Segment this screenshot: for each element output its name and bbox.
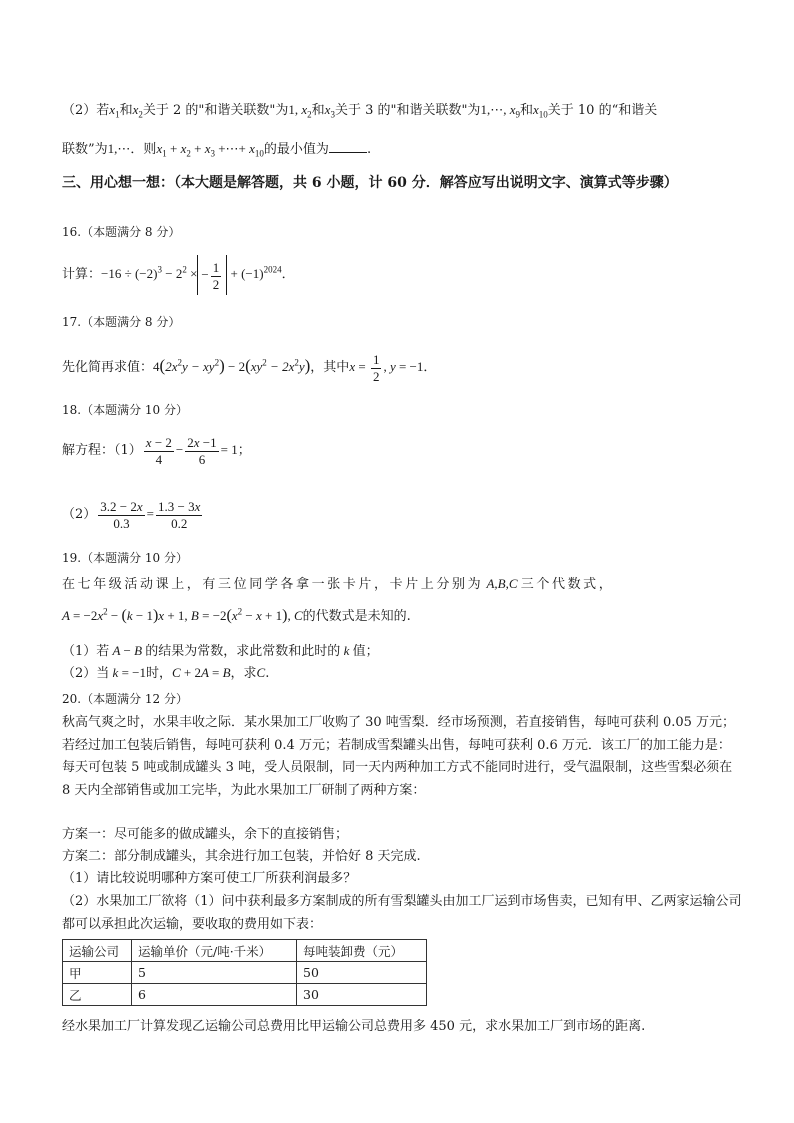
q19-sub2 <box>62 663 742 684</box>
q15-about2: 关于 2 的"和谐关联数"为 <box>142 103 289 118</box>
q16-expression <box>62 254 742 295</box>
q19-label: 19.（本题满分 10 分） <box>62 551 188 565</box>
q15-min-text: 的最小值为 <box>263 142 329 157</box>
q18-prompt: 解方程：（1） <box>62 443 142 458</box>
math-q16: $-16 \div (-2)^3 - 2^2$ × − $\frac{1}{2}$ + $(-1)^{2024}$． <box>101 266 295 281</box>
math-one-x2: 1, $x_2$ <box>288 102 312 120</box>
q15-and2: 和 <box>311 103 325 118</box>
q17-label: 17.（本题满分 8 分） <box>62 315 181 329</box>
table-header-row <box>63 940 427 962</box>
math-abc: A,B,C <box>483 576 521 591</box>
q19-c-unknown: 的代数式是未知的. <box>302 609 411 624</box>
q19-sub1-c: 值； <box>352 644 379 659</box>
table-cell: 30 <box>297 984 427 1006</box>
q18-label: 18.（本题满分 10 分） <box>62 403 188 417</box>
q17-prompt: 先化简再求值： <box>62 360 154 375</box>
q15-about10: 关于 10 的“和谐关 <box>547 103 658 118</box>
frac-x-value: $\frac{1}{2}$ <box>372 351 380 384</box>
q15-then: 则 <box>143 142 157 157</box>
section3-heading: 三、用心想一想：（本大题是解答题，共 6 小题，计 60 分．解答应写出说明文字、演算式等步骤） <box>62 175 678 191</box>
q16-prompt: 计算： <box>62 267 102 282</box>
abs-value: − $\frac{1}{2}$ <box>197 255 227 295</box>
q15-line2-start: 联数”为 <box>62 142 108 157</box>
q19-sub2-a: （2）当 <box>62 666 110 681</box>
math-one-dots: 1,⋯． <box>107 141 144 156</box>
table-cell: 5 <box>132 962 297 984</box>
q20-plan1: 方案一：尽可能多的做成罐头，余下的直接销售； <box>62 827 349 842</box>
q19-definitions <box>62 606 742 627</box>
q15-part2-line2 <box>62 139 742 160</box>
math-q18-1: $\frac{x - 2}{4}$ − $\frac{2x -1}{6}$ = 1； <box>145 434 251 467</box>
math-x1: $x_1$ <box>109 102 120 120</box>
math-c: C <box>256 665 266 680</box>
q19-sub2-d: . <box>265 666 270 681</box>
table-row <box>63 984 427 1006</box>
q18-equation2 <box>62 494 742 535</box>
q18-part2: （2） <box>62 507 97 522</box>
q18-equation1 <box>62 430 742 471</box>
frac-eq2-a: $\frac{3.2 - 2x}{0.3}$ <box>100 498 143 531</box>
answer-blank[interactable] <box>329 140 367 153</box>
q19-intro <box>62 574 742 595</box>
q15-about3: 关于 3 的"和谐关联数"为 <box>334 103 481 118</box>
q19-sub2-c: ，求 <box>230 666 257 681</box>
math-q18-2: $\frac{3.2 - 2x}{0.3}$ = $\frac{1.3 - 3x}{0.2}$ <box>100 498 201 531</box>
table-cell: 甲 <box>63 962 132 984</box>
frac-eq1-a: $\frac{x - 2}{4}$ <box>145 434 172 467</box>
q20-plan2: 方案二：部分制成罐头，其余进行加工包装，并恰好 8 天完成. <box>62 849 421 864</box>
q15-and1: 和 <box>119 103 133 118</box>
table-header-cell: 运输单价（元/吨·千米） <box>132 940 297 962</box>
math-q17: $4(2x^2y - xy^2) - 2(xy^2 - 2x^2y)$ <box>153 356 311 375</box>
table-cell: 6 <box>132 984 297 1006</box>
math-q17-values: x = $\frac{1}{2}$ , y = −1． <box>349 351 437 384</box>
math-one-dots-x9: 1,⋯, $x_9$ <box>480 102 520 120</box>
q19-intro-text: 在七年级活动课上，有三位同学各拿一张卡片，卡片上分别为 <box>62 577 484 592</box>
q17-expression <box>62 346 742 388</box>
q15-prefix: （2）若 <box>62 103 110 118</box>
frac-eq1-b: $\frac{2x -1}{6}$ <box>187 434 217 467</box>
q16-label: 16.（本题满分 8 分） <box>62 225 181 239</box>
q19-sub1 <box>62 641 742 662</box>
q19-sub1-a: （1）若 <box>62 644 110 659</box>
math-a-minus-b: A − B <box>109 643 146 658</box>
q20-closing: 经水果加工厂计算发现乙运输公司总费用比甲运输公司总费用多 450 元，求水果加工厂到市场的距离. <box>62 1019 646 1034</box>
q20-para1: 秋高气爽之时，水果丰收之际．某水果加工厂收购了 30 吨雪梨．经市场预测，若直接销售，每吨可获利 0.05 万元；若经过加工包装后销售，每吨可获利 0.4 万元；若制成雪梨罐头出售，每吨可获利 0.6 万元．该工厂的加工能力是：每天可包装 5 吨或制成罐头 3 吨，受人员限制，同一天内两种加工方式不能同时进行，受气温限制，这些雪梨必须在 8 天内全部销售或加工完毕，为此水果加工厂研制了两种方案： <box>62 715 736 798</box>
math-k: k <box>340 643 353 658</box>
q15-period: . <box>366 142 372 157</box>
frac-eq2-b: $\frac{1.3 - 3x}{0.2}$ <box>158 498 201 531</box>
q15-part2-line1 <box>62 100 742 121</box>
q19-sub1-b: 的结果为常数，求此常数和此时的 <box>145 644 341 659</box>
table-row <box>63 962 427 984</box>
table-header-cell: 每吨装卸费（元） <box>297 940 427 962</box>
table-cell: 50 <box>297 962 427 984</box>
math-k-value: k = −1 <box>109 665 146 680</box>
q19-sub2-b: 时， <box>145 666 172 681</box>
math-x10: $x_{10}$ <box>532 102 548 120</box>
q17-where: ，其中 <box>310 360 350 375</box>
q20-sub2: （2）水果加工厂欲将（1）问中获利最多方案制成的所有雪梨罐头由加工厂运到市场售卖，已知有甲、乙两家运输公司都可以承担此次运输，要收取的费用如下表： <box>62 894 742 932</box>
q19-intro-end: 三个代数式， <box>520 577 615 592</box>
q15-and3: 和 <box>519 103 533 118</box>
shipping-table <box>62 939 427 1006</box>
table-cell: 乙 <box>63 984 132 1006</box>
math-sum-x: $x_1 + x_2 + x_3$ +⋯+ $x_{10}$ <box>156 141 264 159</box>
math-ab-defs: $A = -2x^2 - (k - 1)x + 1$, $B = -2(x^2 - x + 1)$, C <box>62 606 303 624</box>
q20-sub1: （1）请比较说明哪种方案可使工厂所获利润最多？ <box>62 871 357 886</box>
frac-half: $\frac{1}{2}$ <box>212 259 220 292</box>
q20-label: 20.（本题满分 12 分） <box>62 692 188 706</box>
table-header-cell: 运输公司 <box>63 940 132 962</box>
math-x2: $x_2$ <box>132 102 143 120</box>
math-x3: $x_3$ <box>324 102 335 120</box>
math-c-eq: C + 2A = B <box>172 665 231 680</box>
